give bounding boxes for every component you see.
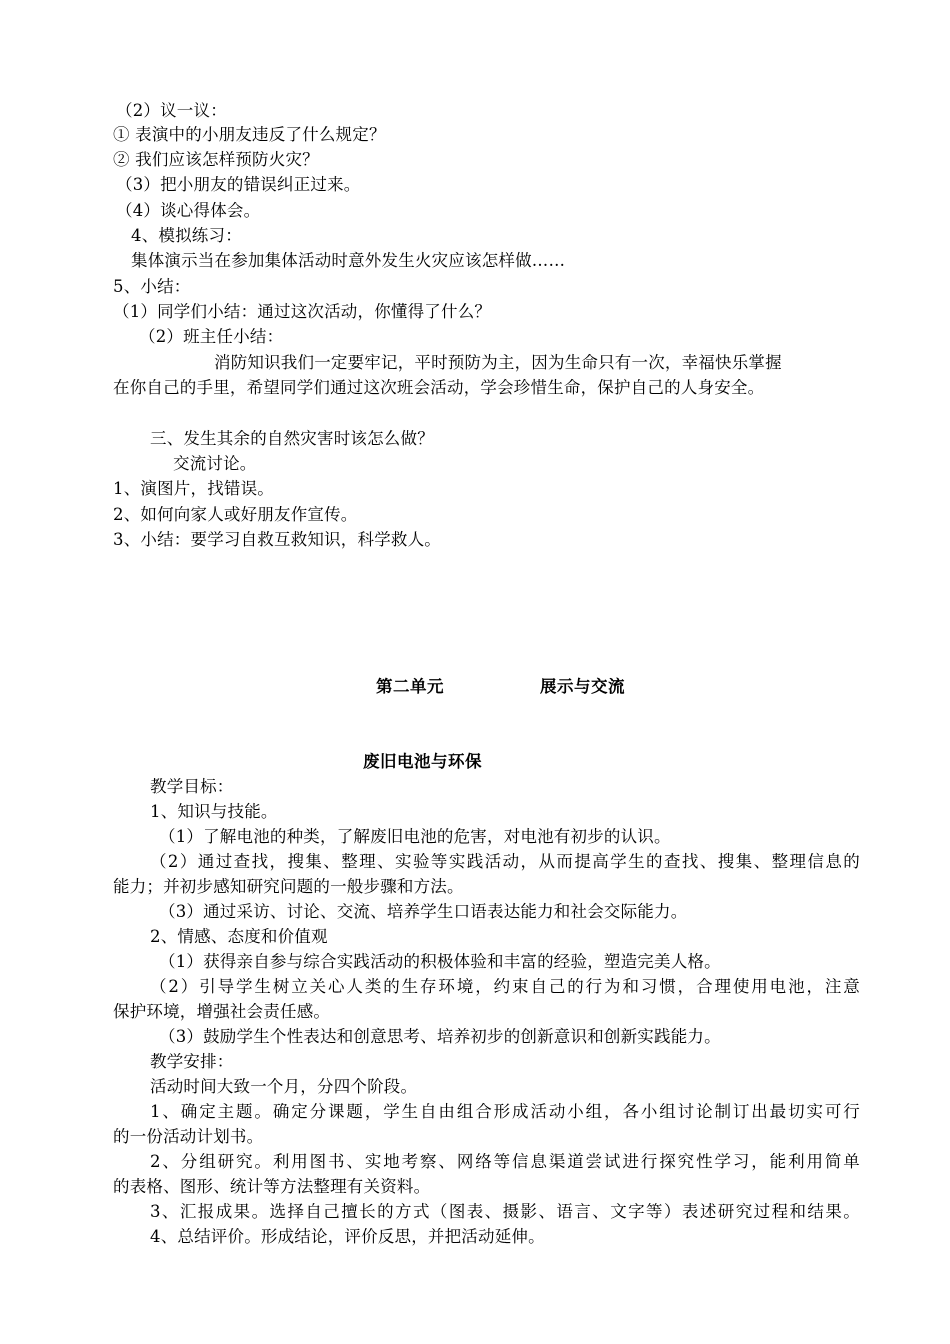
list-item: 1、演图片，找错误。 [113, 479, 274, 498]
list-item: 3、小结：要学习自救互救知识，科学救人。 [113, 530, 441, 549]
goal-2-item-3: （3）鼓励学生个性表达和创意思考、培养初步的创新意识和创新实践能力。 [159, 1027, 721, 1046]
teacher-text-line-2: 在你自己的手里，希望同学们通过这次班会活动，学会珍惜生命，保护自己的人身安全。 [113, 378, 765, 397]
plan-stage-2-line-1: 2、分组研究。利用图书、实地考察、网络等信息渠道尝试进行探究性学习，能利用简单 [150, 1152, 860, 1171]
plan-stage-2-line-2: 的表格、图形、统计等方法整理有关资料。 [113, 1177, 431, 1196]
practice-text: 集体演示当在参加集体活动时意外发生火灾应该怎样做…… [131, 251, 566, 270]
summary-students: （1）同学们小结：通过这次活动，你懂得了什么？ [113, 302, 492, 321]
question-1: ① 表演中的小朋友违反了什么规定？ [113, 125, 386, 144]
goal-1-title: 1、知识与技能。 [150, 802, 278, 821]
discussion-label: 交流讨论。 [173, 454, 257, 473]
summary-title: 5、小结： [113, 277, 191, 296]
discuss-title: （2）议一议： [116, 101, 227, 120]
plan-intro: 活动时间大致一个月，分四个阶段。 [150, 1077, 418, 1096]
plan-stage-3: 3、汇报成果。选择自己擅长的方式（图表、摄影、语言、文字等）表述研究过程和结果。 [150, 1202, 860, 1221]
plan-label: 教学安排： [150, 1052, 234, 1071]
question-2: ② 我们应该怎样预防火灾？ [113, 150, 319, 169]
goal-2-title: 2、情感、态度和价值观 [150, 927, 328, 946]
step-4: （4）谈心得体会。 [116, 201, 261, 220]
goal-2-item-1: （1）获得亲自参与综合实践活动的积极体验和丰富的经验，塑造完美人格。 [159, 952, 721, 971]
goal-2-item-2-line-2: 保护环境，增强社会责任感。 [113, 1002, 331, 1021]
goals-label: 教学目标： [150, 777, 234, 796]
unit-name: 展示与交流 [540, 677, 625, 696]
goal-1-item-1: （1）了解电池的种类，了解废旧电池的危害，对电池有初步的认识。 [159, 827, 671, 846]
goal-1-item-3: （3）通过采访、讨论、交流、培养学生口语表达能力和社会交际能力。 [159, 902, 688, 921]
practice-title: 4、模拟练习： [131, 226, 242, 245]
summary-teacher: （2）班主任小结： [139, 327, 284, 346]
teacher-text-line-1: 消防知识我们一定要牢记，平时预防为主，因为生命只有一次，幸福快乐掌握 [214, 353, 782, 372]
unit-number: 第二单元 [376, 677, 444, 696]
plan-stage-1-line-1: 1、确定主题。确定分课题，学生自由组合形成活动小组，各小组讨论制订出最切实可行 [150, 1102, 860, 1121]
step-3: （3）把小朋友的错误纠正过来。 [116, 175, 361, 194]
plan-stage-4: 4、总结评价。形成结论，评价反思，并把活动延伸。 [150, 1227, 545, 1246]
goal-2-item-2-line-1: （2）引导学生树立关心人类的生存环境，约束自己的行为和习惯，合理使用电池，注意 [150, 977, 860, 996]
plan-stage-1-line-2: 的一份活动计划书。 [113, 1127, 264, 1146]
goal-1-item-2-line-2: 能力；并初步感知研究问题的一般步骤和方法。 [113, 877, 464, 896]
list-item: 2、如何向家人或好朋友作宣传。 [113, 505, 358, 524]
goal-1-item-2-line-1: （2）通过查找，搜集、整理、实验等实践活动，从而提高学生的查找、搜集、整理信息的 [150, 852, 860, 871]
section-three-title: 三、发生其余的自然灾害时该怎么做？ [150, 429, 434, 448]
lesson-title: 废旧电池与环保 [363, 752, 482, 771]
